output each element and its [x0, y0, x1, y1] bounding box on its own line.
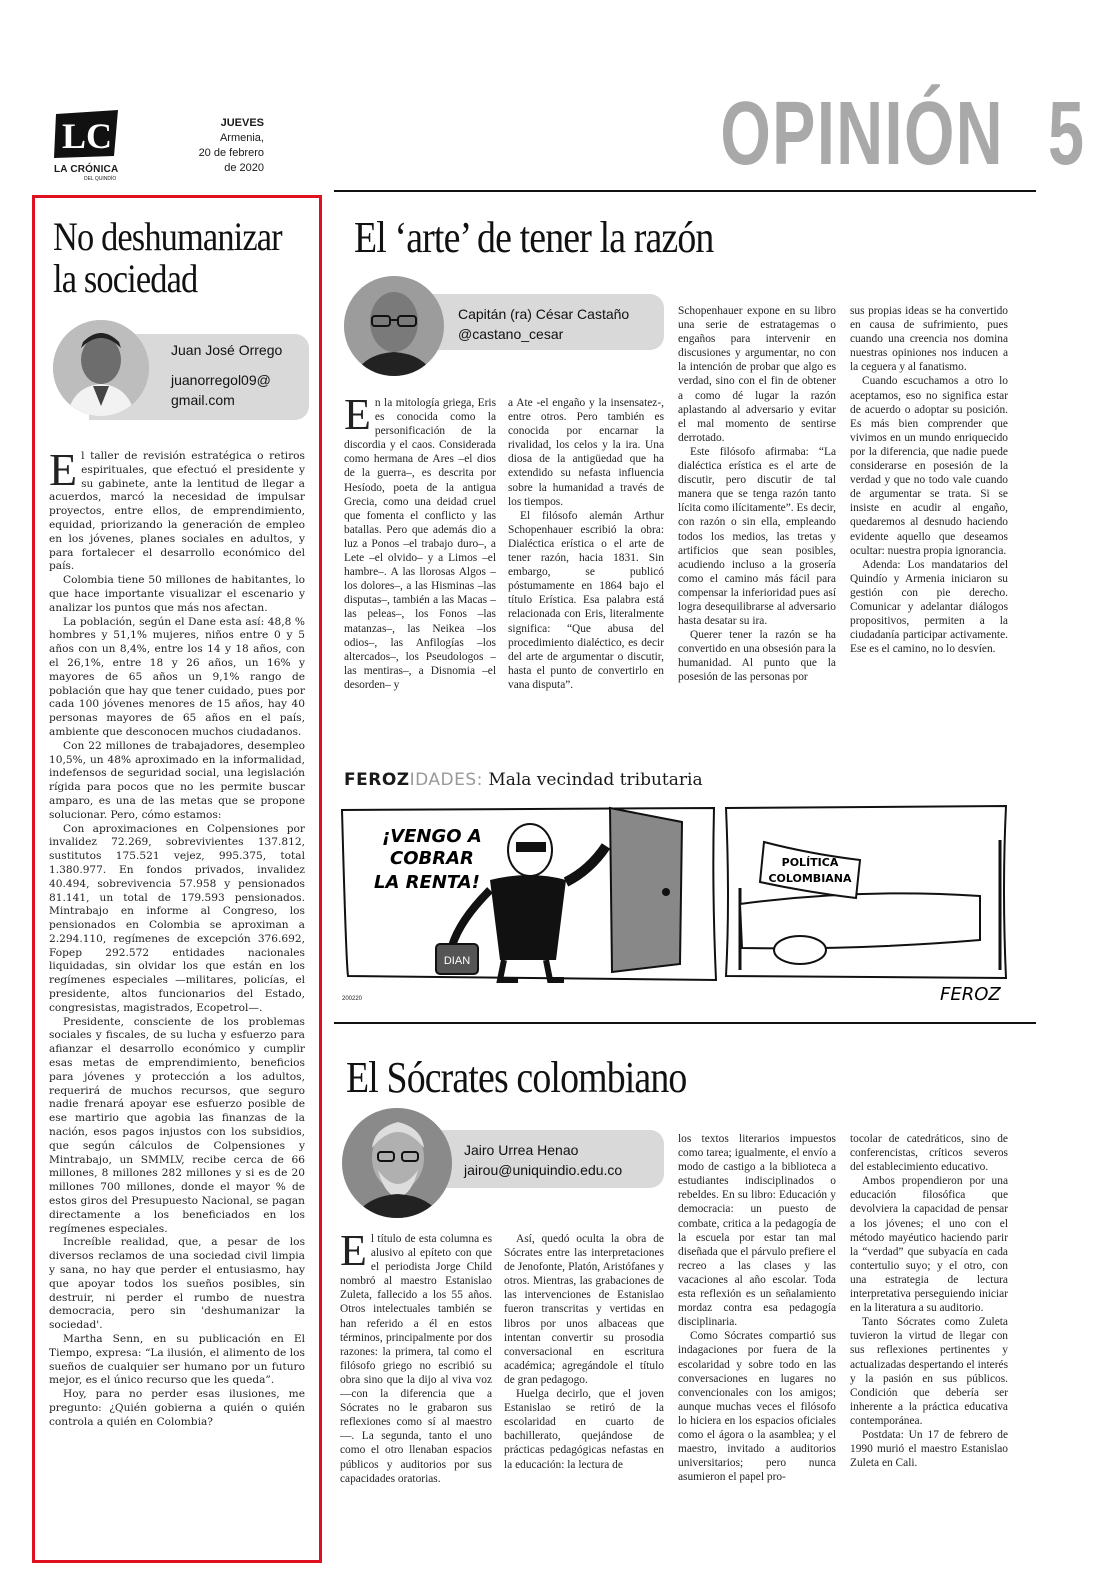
mid-rule [334, 1022, 1036, 1024]
hiding-figure [774, 936, 826, 964]
sign-line-1: POLÍTICA [781, 856, 839, 869]
article-3-headline: El Sócrates colombiano [346, 1053, 687, 1102]
paragraph: Colombia tiene 50 millones de habitantes, lo que hace importante visualizar el escenario y analizar los puntos que más nos afectan. [49, 574, 305, 614]
article-2-column-3 [678, 304, 836, 716]
author-photo [344, 276, 444, 376]
speech-line-3: LA RENTA! [374, 872, 480, 893]
paragraph: Como Sócrates compartió sus indagaciones por fuera de la escolaridad y sobre todo en las conversaciones en lugares no convencionales con los amigos; aunque muchas veces el filósofo lo hiciera en los espacios oficiales como el ágora o la asamblea; y el maestro, invitado a auditorios universitarios; pero nunca asumieron el papel pro- [678, 1330, 836, 1484]
paragraph: Increíble realidad, que, a pesar de los diversos reclamos de una sociedad civil limpia y sana, no hay que perder el entusiasmo, hay que apoyar todos los sueños posibles, sin destruir, ni perder el rumbo de nuestra democracia, pero sin 'deshumanizar la sociedad'. [49, 1236, 305, 1332]
article-2-column-4 [850, 304, 1008, 716]
weekday: JUEVES [220, 117, 264, 129]
paragraph: Querer tener la razón se ha convertido en una obsesión para la humanidad. Al punto que la posesión de las personas por [678, 629, 836, 684]
author-name: Capitán (ra) César Castaño [458, 306, 630, 322]
paragraph: los textos literarios impuestos como tarea; igualmente, el envío a modo de castigo a la biblioteca a estudiantes indisciplinados o rebeldes. En su libro: Educación y democracia: un puesto de combate, critica a la pedagogía de la escuela por estar tan mal diseñada que el párvulo prefiere el recreo a las clases y las vacaciones al año escolar. Toda esta reflexión es un señalamiento mordaz contra esa pedagogía disciplinaria. [678, 1133, 836, 1329]
paragraph: Adenda: Los mandatarios del Quindío y Armenia iniciaron su gestión con pie derecho. Comunicar y adelantar diálogos propositivos, permiten a la ciudadanía participar activamente. Ese es el camino, no lo desvíen. [850, 558, 1008, 656]
paragraph: Presidente, consciente de los problemas sociales y fiscales, de su lucha y esfuerzo para afianzar el desarrollo económico y cumplir esas metas de emprendimiento, beneficios para jóvenes y protección a los adultos, requerirá de muchos recursos, que seguro nadie frenará apoyar ese esfuerzo posible de ese martirio que agobia las finanzas de la nación, esos pagos injustos con los subsidios, que según cálculos de Colpensiones y Mintrabajo, un SMMLV, recibe cerca de 66 millones, 8 millones 282 millones y si es de 20 millones 700 millones, donde el mayor % de estos giros del Presupuesto Nacional, se pagan directamente a los beneficiados en los regímenes especiales. [49, 1015, 305, 1235]
paragraph: sus propias ideas se ha convertido en causa de sufrimiento, pues cuando una creencia nos domina nuestras opiniones nos inducen a la ceguera y al fanatismo. [850, 305, 1008, 374]
headline-line-2: la sociedad [53, 256, 198, 301]
paragraph: tocolar de catedráticos, sino de conferencistas, críticos severos del establecimiento educativo. [850, 1133, 1008, 1174]
author-email: jairou@uniquindio.edu.co [464, 1162, 623, 1178]
paragraph: El filósofo alemán Arthur Schopenhauer escribió la obra: Dialéctica erística o el arte de tener razón, hacia 1831. Sin embargo, se publicó póstumamente en 1864 bajo el título Erística. Esa palabra está relacionada con Eris, literalmente significa: “Que abusa del procedimiento dialéctico, es decir del arte de argumentar o discutir, hasta el punto de convertirlo en vana disputa”. [508, 509, 664, 691]
section-title: OPINIÓN [720, 84, 1004, 184]
author-photo [53, 320, 149, 416]
paragraph: a Ate -el engaño y la insensatez-, entre otros. Pero también es conocida por encarnar la rivalidad, los celos y la ira. Una diosa de la antigüedad que ha extendido su nefasta influencia sobre la humanidad a través de los tiempos. [508, 397, 664, 508]
article-3-column-4 [850, 1132, 1008, 1514]
sign-line-2: COLOMBIANA [768, 872, 852, 885]
door-icon [610, 808, 682, 972]
drop-cap: E [340, 1232, 367, 1275]
speech-line-2: COBRAR [390, 848, 474, 869]
author-photo [342, 1108, 452, 1218]
bed-icon [740, 893, 980, 948]
cartoonist-signature: FEROZ [940, 984, 1001, 1005]
paragraph: Huelga decirlo, que el joven Estanislao se retiró de la escolaridad en cuarto de bachillerato, quejándose de prácticas pedagógicas nefastas en la educación: la lectura de [504, 1388, 664, 1471]
logo-name: LA CRÓNICA [54, 164, 119, 175]
cartoon-title-rest: Mala vecindad tributaria [488, 770, 703, 790]
paragraph: Postdata: Un 17 de febrero de 1990 murió el maestro Estanislao Zuleta en Cali. [850, 1428, 1008, 1470]
article-3-column-1 [340, 1232, 492, 1514]
article-3-column-2 [504, 1232, 664, 1514]
paragraph: Martha Senn, en su publicación en El Tiempo, expresa: “La ilusión, el alimento de los sueños de cualquier ser humano por un futuro mejor, es el único recurso que les queda”. [49, 1333, 305, 1387]
paragraph: La población, según el Dane esta así: 48,8 % hombres y 51,1% mujeres, niños entre 0 y 5 años con un 8,4%, entre los 14 y 18 años, con el 26,1%, entre 18 y 26 años, un 16% y mayores de 65 años un 9,1% rango de población que hay que tener cuidado, pues por cada 100 jóvenes menores de 15 años, hay 40 personas mayores de 65 años en el país, ambiente que desconocen muchos ciudadanos. [49, 615, 305, 738]
logo-subtitle: DEL QUINDÍO [84, 176, 117, 182]
cartoon-title-light: IDADES: [409, 770, 483, 790]
article-1-byline [49, 320, 305, 430]
paragraph: Este filósofo afirmaba: “La dialéctica erística es el arte de discutir, pero discutir de tal manera que se tenga razón tanto lícita como ilícitamente”. Es decir, con razón o sin ella, empleando todos los medios, las tretas y artificios que sean posibles, acudiendo incluso a la grosería como el camino más fácil para compensar la inferioridad pues así logra desequilibrarse al adversario hasta desatar su ira. [678, 445, 836, 628]
article-1-body [49, 444, 305, 1430]
right-panel [726, 806, 1006, 978]
speech-line-1: ¡VENGO A [382, 826, 482, 847]
author-email-1: juanorregol09@ [171, 372, 271, 388]
la-cronica-logo [52, 108, 122, 160]
author-email-2: gmail.com [171, 392, 235, 408]
paragraph: Así, quedó oculta la obra de Sócrates entre las interpretaciones de Jenofonte, Platón, Aristófanes y otros. Mientras, las grabaciones de las intervenciones de Estanislao fueron transcritas y vertidas en libros por unos albaceas que intentan convertir su prosodia conversacional en escritura académica; agregándole el título de gran pedagogo. [504, 1233, 664, 1386]
date-line-2: de 2020 [224, 162, 264, 174]
paragraph: l taller de revisión estratégica o retiros espirituales, que efectuó el presidente y su gabinete, ante la lentitud de llegar a acuerdos, marcó la necesidad de impulsar proyectos, entre ellos, de emprendimiento, equidad, priorizando la generación de empleo en los jóvenes, planes sociales en adultos, y para fortalecer el desarrollo económico del país. [49, 450, 305, 573]
paragraph: Cuando escuchamos a otro lo aceptamos, eso no significa estar de acuerdo o adoptar su posición. Es más bien comprender que vivimos en un mundo enriquecido por la diferencia, que nadie puede considerarse en posesión de la verdad y que no todo vale cuando de argumentar se trata. Si se insiste en acudir al engaño, quedaremos al desnudo haciendo evidente aquello que deseamos ocultar: nuestra propia ignorancia. [850, 375, 1008, 557]
page-number: 5 [1047, 84, 1084, 184]
logo-initials: LC [61, 116, 113, 156]
article-1-headline [53, 216, 311, 300]
bag-label: DIAN [443, 955, 471, 967]
article-2-headline: El ‘arte’ de tener la razón [354, 213, 714, 262]
cartoon-title [344, 770, 703, 790]
drop-cap: E [344, 396, 371, 439]
highlighted-article-box [32, 195, 322, 1563]
cartoon-title-bold: FEROZ [344, 770, 410, 790]
tax-collector-body [490, 875, 566, 960]
paragraph: Con aproximaciones en Colpensiones por invalidez 72.269, sobrevivientes 137.812, sustitutos 175.521 vejez, 995.375, total 1.380.977. En fondos privados, invalidez 40.494, sobrevivencia 57.958 y pensionados 81.141, un total de 179.593 pensionados. Mintrabajo en informe al Congreso, los pensionados en Colombia se aproximan a 2.294.110, regímenes de excepción 376.692, Fopep 292.572 entidades nacionales liquidadas, sin olvidar los que están en los regímenes especiales —militares, policías, el presidente, altos funcionarios del Estado, congresistas, magistrados, Ecopetrol—. [49, 822, 305, 1014]
article-2-column-1 [344, 396, 496, 716]
paragraph: Ambos propendieron por una educación filosófica que devolviera la capacidad de pensar a los jóvenes; el uno con el método mayéutico haciendo parir la “verdad” que subyacía en cada contertulio suyo; y el otro, con una estrategia de lectura interpretativa perseguiendo iniciar en la literatura a su auditorio. [850, 1175, 1008, 1315]
article-2-column-2 [508, 396, 664, 716]
author-handle: @castano_cesar [458, 326, 564, 342]
editorial-cartoon [340, 800, 1010, 1010]
dateline [130, 116, 264, 176]
headline-line-1: No deshumanizar [53, 214, 282, 259]
paragraph: Con 22 millones de trabajadores, desempleo 10,5%, un 48% aproximado en la informalidad, indefensos de seguridad social, una legislación rígida para pocos que no les permite buscar amparo, es una de las metas que se propone solucionar. Pero, cómo estamos: [49, 739, 305, 821]
paragraph: Schopenhauer expone en su libro una serie de estratagemas o engaños para intervenir en discusiones y argumentar, no con la intención de probar que algo es verdad, sino con el fin de obtener a como dé lugar la razón aplastando al adversario y evitar el mal momento de sentirse derrotado. [678, 305, 836, 444]
top-rule [334, 190, 1036, 192]
author-name: Jairo Urrea Henao [464, 1142, 579, 1158]
paragraph: Tanto Sócrates como Zuleta tuvieron la virtud de llegar con sus reflexiones pertinentes y actualizadas despertando el interés y la pasión en sus públicos. Condición que debería ser inherente a la práctica educativa contemporánea. [850, 1316, 1008, 1427]
paragraph: Hoy, para no perder esas ilusiones, me pregunto: ¿Quién gobierna a quién o quién controla a quién en Colombia? [49, 1388, 305, 1428]
drop-cap: E [49, 444, 78, 495]
article-3-column-3 [678, 1132, 836, 1514]
cartoon-code: 200220 [342, 996, 363, 1002]
paragraph: n la mitología griega, Eris es conocida como la personificación de la discordia y el caos. Considerada como hermana de Ares –el dios de la guerra–, es descrita por Hesíodo, poeta de la antigua Grecia, como una deidad cruel que fomenta el conflicto y las batallas. Pero que además dio a luz a Ponos –el trabajo duro–, a Lete –el olvido– y a Limos –el hambre–. A las llorosas Algos –los dolores–, a las Hisminas –las disputas–, también a las Macas –las peleas–, los Fonos –las matanzas–, las Neikea –los odios–, las Anfilogías –los altercados–, los Pseudologos –las mentiras–, a Disnomia –el desorden– y [344, 397, 496, 691]
author-name: Juan José Orrego [171, 342, 283, 358]
city: Armenia, [219, 132, 264, 144]
date-line-1: 20 de febrero [198, 147, 264, 159]
paragraph: l título de esta columna es alusivo al epíteto con que el periodista Jorge Child nombró al maestro Estanislao Zuleta, fallecido a los 55 años. Otros intelectuales también se han referido a él en estos términos, principalmente por dos razones: la primera, tal como el filósofo griego no escribió su obra sino que la dijo al viva voz —con la diferencia que a Sócrates no le grabaron sus reflexiones como sí al maestro—. La segunda, tanto el uno como el otro llenaban espacios públicos y auditorios por sus capacidades oratorias. [340, 1233, 492, 1485]
